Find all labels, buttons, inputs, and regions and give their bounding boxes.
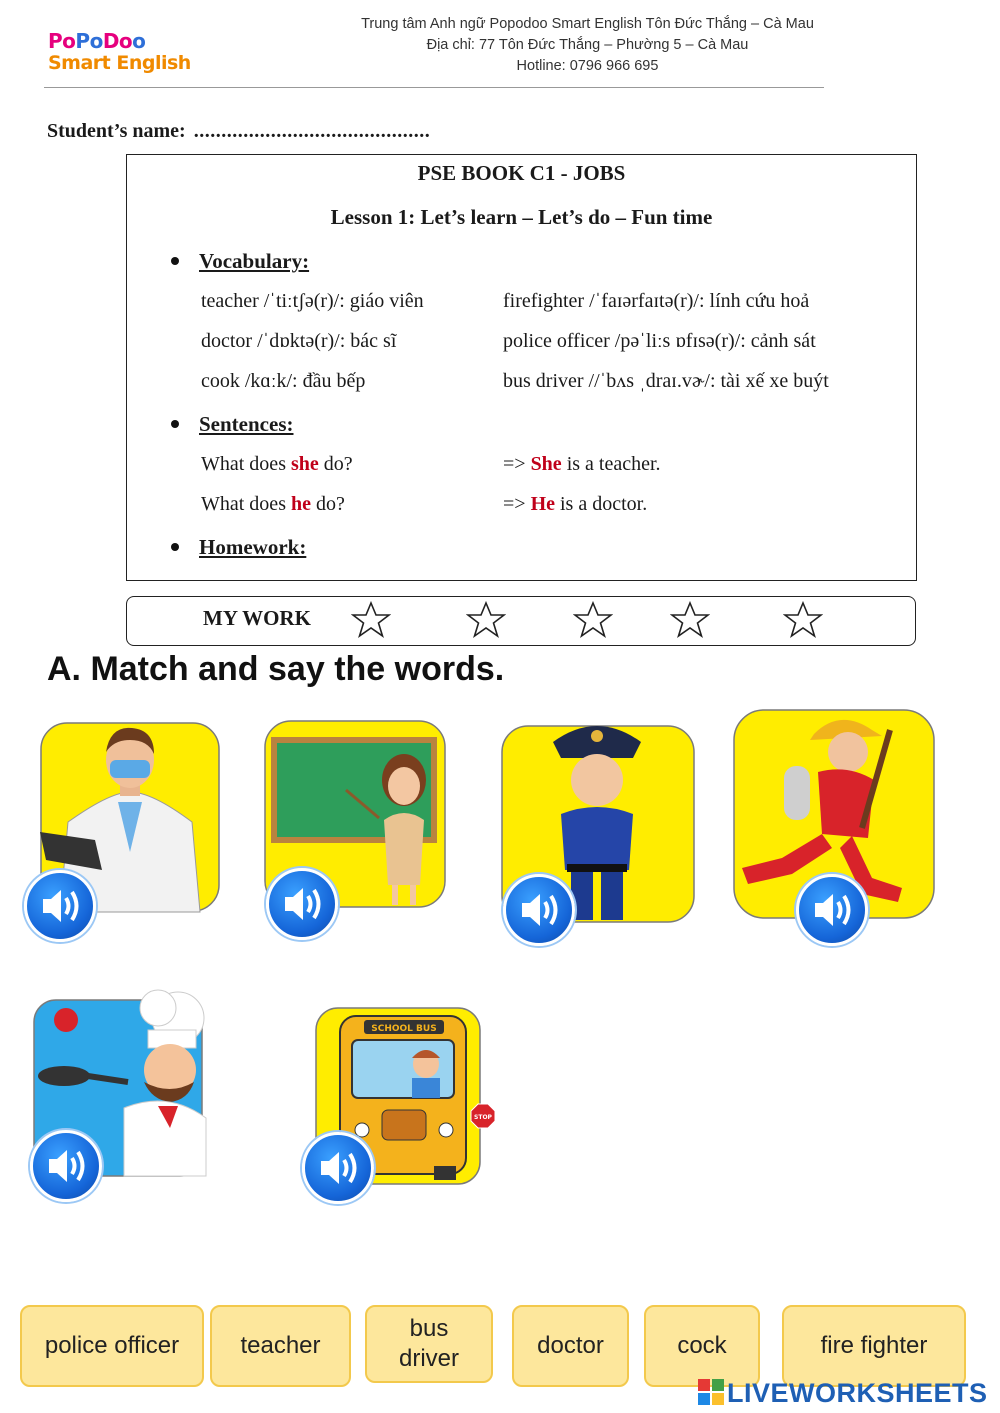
star-icon[interactable]: [466, 601, 506, 639]
word-tile-teacher[interactable]: teacher: [210, 1305, 351, 1387]
star-icon[interactable]: [783, 601, 823, 639]
student-name-label: Student’s name:: [47, 120, 186, 142]
speaker-icon[interactable]: [302, 1132, 374, 1204]
section-a-heading: A. Match and say the words.: [47, 650, 505, 688]
word-tile-police-officer[interactable]: police officer: [20, 1305, 204, 1387]
bus-driver-picture: [302, 1006, 498, 1204]
sentences-heading: Sentences:: [171, 412, 293, 437]
firefighter-picture: [722, 708, 936, 940]
sentence-question-2: What does he do?: [201, 493, 345, 515]
doctor-picture: [40, 722, 220, 914]
student-name-line: [47, 120, 430, 143]
speaker-icon[interactable]: [24, 870, 96, 942]
center-name: Trung tâm Anh ngữ Popodoo Smart English Tôn Đức Thắng – Cà Mau: [361, 16, 814, 32]
popodoo-logo: [48, 30, 198, 74]
lesson-subtitle: Lesson 1: Let’s learn – Let’s do – Fun time: [330, 205, 713, 229]
word-tile-fire-fighter[interactable]: fire fighter: [782, 1305, 966, 1387]
star-icon[interactable]: [573, 601, 613, 639]
student-name-blank[interactable]: ...........................................: [193, 120, 431, 142]
center-header: [330, 14, 845, 77]
liveworksheets-watermark: [698, 1378, 988, 1409]
my-work-label: MY WORK: [203, 606, 311, 630]
logo-text: Do: [102, 29, 133, 53]
logo-text: Po: [75, 29, 103, 53]
word-tile-bus-driver[interactable]: bus driver: [365, 1305, 493, 1383]
bullet-icon: [171, 420, 179, 428]
school-bus-sign: SCHOOL BUS: [371, 1024, 437, 1034]
speaker-icon[interactable]: [30, 1130, 102, 1202]
star-icon[interactable]: [351, 601, 391, 639]
vocab-teacher: teacher /ˈtiːtʃə(r)/: giáo viên: [201, 290, 424, 312]
police-officer-picture: [501, 714, 695, 924]
lesson-box: [126, 154, 917, 581]
vocab-doctor: doctor /ˈdɒktə(r)/: bác sĩ: [201, 330, 397, 352]
vocab-firefighter: firefighter /ˈfaɪərfaɪtə(r)/: lính cứu hoả: [503, 290, 810, 312]
logo-text: o: [132, 29, 146, 53]
lesson-title: PSE BOOK C1 - JOBS: [417, 161, 626, 185]
bullet-icon: [171, 257, 179, 265]
liveworksheets-logo-icon: [698, 1379, 724, 1405]
speaker-icon[interactable]: [796, 874, 868, 946]
vocabulary-heading: Vocabulary:: [171, 249, 309, 274]
speaker-icon[interactable]: [266, 868, 338, 940]
bullet-icon: [171, 543, 179, 551]
sentence-question-1: What does she do?: [201, 453, 353, 475]
vocab-police-officer: police officer /pəˈliːs ɒfɪsə(r)/: cảnh sát: [503, 330, 816, 352]
header-divider: [44, 87, 824, 88]
logo-subtext: Smart English: [48, 52, 191, 74]
word-tile-doctor[interactable]: doctor: [512, 1305, 629, 1387]
vocab-bus-driver: bus driver //ˈbʌs ˌdraɪ.vɚ/: tài xế xe buýt: [503, 370, 829, 392]
my-work-box: [126, 596, 916, 646]
liveworksheets-text: LIVEWORKSHEETS: [727, 1378, 988, 1408]
word-tile-cock[interactable]: cock: [644, 1305, 760, 1387]
cook-picture: [28, 978, 210, 1198]
vocab-cook: cook /kɑːk/: đầu bếp: [201, 370, 366, 392]
logo-text: Po: [48, 29, 76, 53]
center-hotline: Hotline: 0796 966 695: [516, 58, 659, 74]
stop-sign: STOP: [474, 1114, 492, 1121]
star-icon[interactable]: [670, 601, 710, 639]
teacher-picture: [264, 720, 446, 912]
speaker-icon[interactable]: [503, 874, 575, 946]
sentence-answer-2: => He is a doctor.: [503, 493, 648, 515]
center-address: Địa chỉ: 77 Tôn Đức Thắng – Phường 5 – Cà Mau: [426, 37, 749, 53]
homework-heading: Homework:: [171, 535, 306, 560]
sentence-answer-1: => She is a teacher.: [503, 453, 661, 475]
